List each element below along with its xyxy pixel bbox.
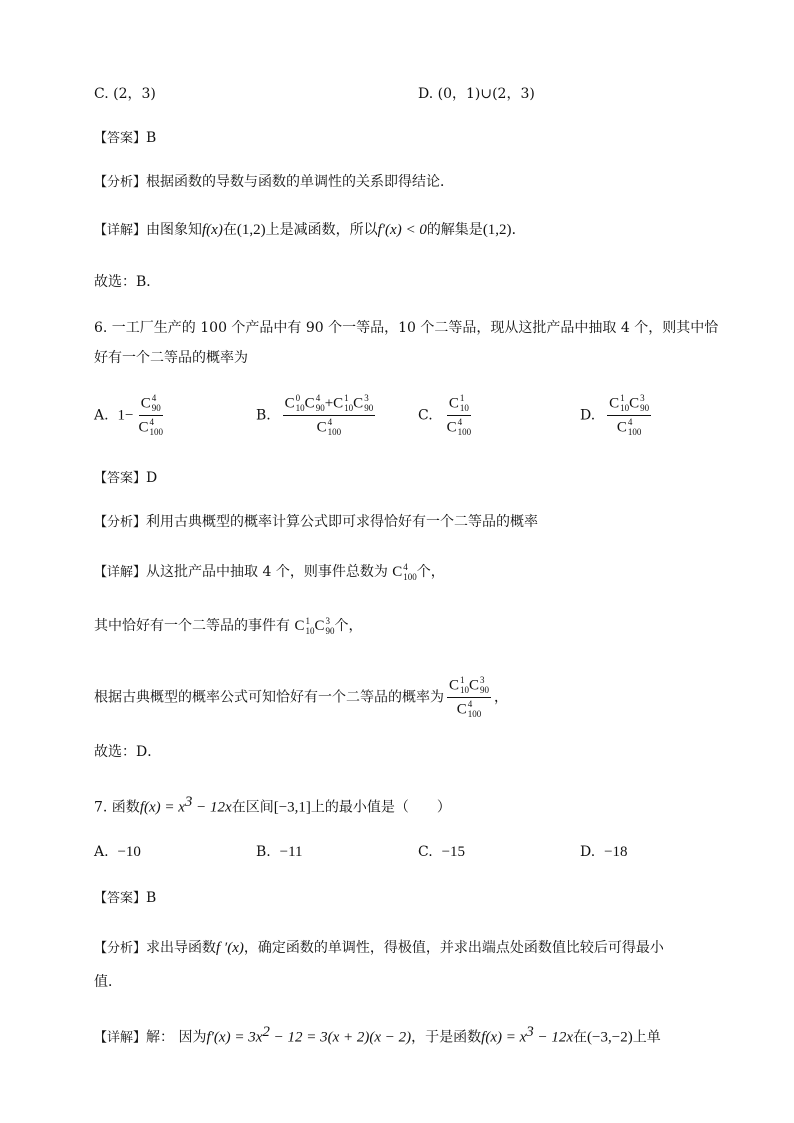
detail-text: 个， [334,618,363,634]
math-function: f(x) = x [139,799,185,816]
math-derivative: f ′(x) [216,940,244,956]
math-exponent: 2 [262,1024,270,1040]
detail-tag: 【详解】 [94,1030,147,1046]
fraction: C 0 10 C 4 90 +C 1 10 C 3 90 C 4 100 [284,393,374,437]
q6-stem-line1: 6. 一工厂生产的 100 个产品中有 90 个一等品，10 个二等品，现从这批产品中抽取 4 个，则其中恰 [94,320,719,336]
analysis-tag: 【分析】 [94,515,147,530]
detail-text: 其中恰好有一个二等品的事件有 [94,618,290,634]
detail-text: 个， [416,564,445,580]
math-fx: f(x) [202,222,223,238]
q7-option-d: D. −18 [580,844,628,860]
analysis-text: ，确定函数的单调性，得极值，并求出端点处函数值比较后可得最小 [243,940,664,956]
math-combination: C [392,564,403,580]
analysis-text: 根据函数的导数与函数的单调性的关系即得结论． [146,174,455,190]
answer-value: B [146,130,157,146]
answer-value: B [146,890,157,906]
q7-detail [94,1022,661,1049]
detail-text: 从这批产品中抽取 4 个，则事件总数为 [146,564,388,580]
detail-text: ， [494,689,509,706]
q5-analysis [94,172,454,193]
detail-text: 上是减函数，所以 [265,222,378,238]
math-interval: [−3,1] [273,799,311,816]
q7-answer [94,888,156,909]
detail-text: 解： 因为 [146,1029,207,1046]
answer-tag: 【答案】 [94,131,147,146]
answer-value: D [146,470,158,486]
analysis-tag: 【分析】 [94,175,147,190]
detail-text: 在 [573,1029,588,1046]
math-function: − 12x [192,799,232,816]
q6-option-d [580,394,654,437]
q6-detail-1: 【详解】从这批产品中抽取 4 个，则事件总数为 C 4 100 个， [94,561,445,582]
stem-text: 上的最小值是（ ） [310,799,451,816]
q6-option-a [94,394,168,437]
option-label: C. [418,407,433,424]
q6-analysis [94,512,538,533]
q7-analysis-1 [94,938,664,959]
q7-option-c: C. −15 [418,844,466,860]
q7-analysis-2: 值． [94,974,122,990]
analysis-tag: 【分析】 [94,941,147,956]
detail-text: 的解集是 [426,222,483,238]
option-label: B. [256,407,271,424]
math-inequality: f′(x) < 0 [377,222,427,238]
q5-answer [94,128,156,149]
option-label: D. [580,407,596,424]
q5-option-d: D. (0，1)∪(2，3) [418,86,535,102]
detail-text: ，于是函数 [411,1029,482,1046]
math-function: − 12x [533,1029,574,1046]
fraction: C 1 10 C 3 90 C 4 100 [449,675,490,719]
math-derivative: f′(x) = 3x [206,1029,263,1046]
math-combination: C [294,618,305,634]
fraction: C 1 10 C 4 100 [446,393,472,437]
math-interval: (−3,−2) [587,1029,633,1046]
analysis-text: 求出导函数 [146,940,217,956]
q5-detail [94,220,526,241]
q6-detail-3 [94,676,508,719]
option-label: A. [94,407,109,424]
math-interval: (1,2) [236,222,266,238]
answer-tag: 【答案】 [94,891,147,906]
answer-tag: 【答案】 [94,471,147,486]
detail-tag: 【详解】 [94,223,147,238]
detail-text: 在 [222,222,237,238]
analysis-text: 利用古典概型的概率计算公式即可求得恰好有一个二等品的概率 [146,514,539,530]
q6-stem-line2: 好有一个二等品的概率为 [94,350,248,366]
q5-option-c: C. (2，3) [94,86,156,102]
detail-text: 由图象知 [146,222,203,238]
q6-choose: 故选：D． [94,744,162,760]
detail-text: ． [511,222,526,238]
detail-tag: 【详解】 [94,565,147,580]
q7-option-a: A. −10 [94,844,141,860]
math-expression: − 12 = 3(x + 2)(x − 2) [269,1029,412,1046]
q7-stem [94,792,451,818]
fraction: C 4 90 C 4 100 [138,393,163,437]
q6-detail-2: 其中恰好有一个二等品的事件有 C 1 10 C 3 90 个， [94,615,363,636]
q6-option-c [418,394,476,437]
detail-text: 根据古典概型的概率公式可知恰好有一个二等品的概率为 [94,689,444,706]
math-function: f(x) = x [481,1029,527,1046]
stem-text: 7. 函数 [94,799,140,816]
q7-option-b: B. −11 [256,844,303,860]
math-one-minus: 1− [117,407,134,424]
stem-text: 在区间 [231,799,274,816]
q6-answer [94,468,157,489]
math-interval: (1,2) [482,222,512,238]
q6-option-b [256,394,378,437]
q5-choose: 故选：B． [94,274,161,290]
detail-text: 上单 [632,1029,661,1046]
fraction: C 1 10 C 3 90 C 4 100 [609,393,650,437]
math-exponent: 3 [184,794,193,810]
math-exponent: 3 [526,1024,534,1040]
